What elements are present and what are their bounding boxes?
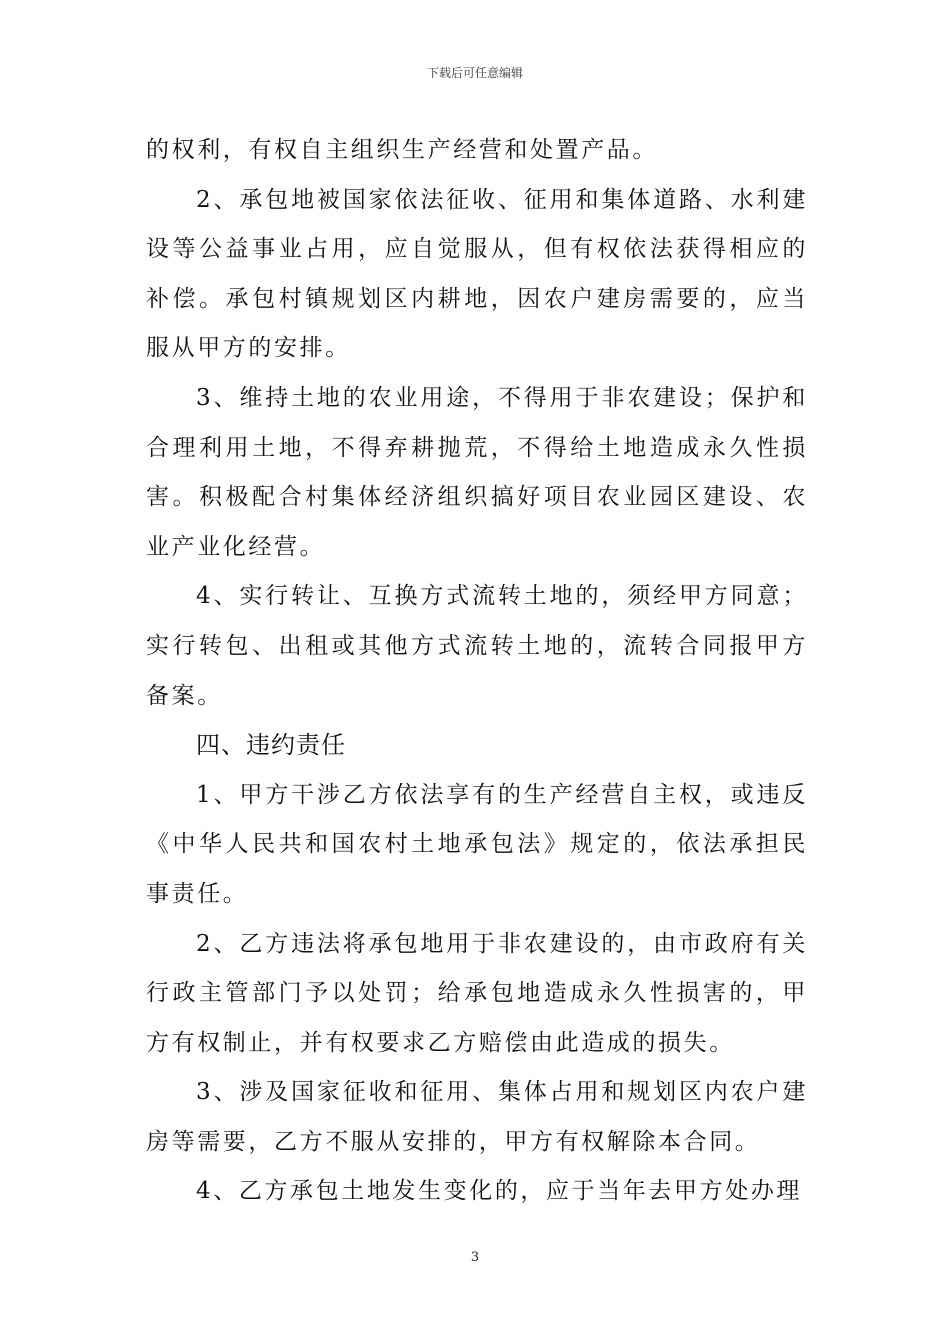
paragraph-item-2: 2、承包地被国家依法征收、征用和集体道路、水利建设等公益事业占用，应自觉服从，但有权依法获得相应的补偿。承包村镇规划区内耕地，因农户建房需要的，应当服从甲方的安排。 xyxy=(146,186,808,362)
paragraph-breach-1: 1、甲方干涉乙方依法享有的生产经营自主权，或违反《中华人民共和国农村土地承包法》规定的，依法承担民事责任。 xyxy=(146,781,808,907)
section-heading-breach-liability: 四、违约责任 xyxy=(196,731,346,760)
paragraph-item-4: 4、实行转让、互换方式流转土地的，须经甲方同意；实行转包、出租或其他方式流转土地的，流转合同报甲方备案。 xyxy=(146,583,808,709)
document-body xyxy=(146,126,808,1217)
paragraph-item-3: 3、维持土地的农业用途，不得用于非农建设；保护和合理利用土地，不得弃耕抛荒，不得给土地造成永久性损害。积极配合村集体经济组织搞好项目农业园区建设、农业产业化经营。 xyxy=(146,384,808,560)
paragraph-breach-3: 3、涉及国家征收和征用、集体占用和规划区内农户建房等需要，乙方不服从安排的，甲方有权解除本合同。 xyxy=(146,1079,808,1155)
page-header-note: 下载后可任意编辑 xyxy=(426,66,523,80)
page-number: 3 xyxy=(470,1250,480,1265)
paragraph-breach-2: 2、乙方违法将承包地用于非农建设的，由市政府有关行政主管部门予以处罚；给承包地造成永久性损害的，甲方有权制止，并有权要求乙方赔偿由此造成的损失。 xyxy=(146,930,808,1056)
paragraph-continuation: 的权利，有权自主组织生产经营和处置产品。 xyxy=(146,137,658,163)
paragraph-breach-4: 4、乙方承包土地发生变化的，应于当年去甲方处办理 xyxy=(196,1178,803,1205)
